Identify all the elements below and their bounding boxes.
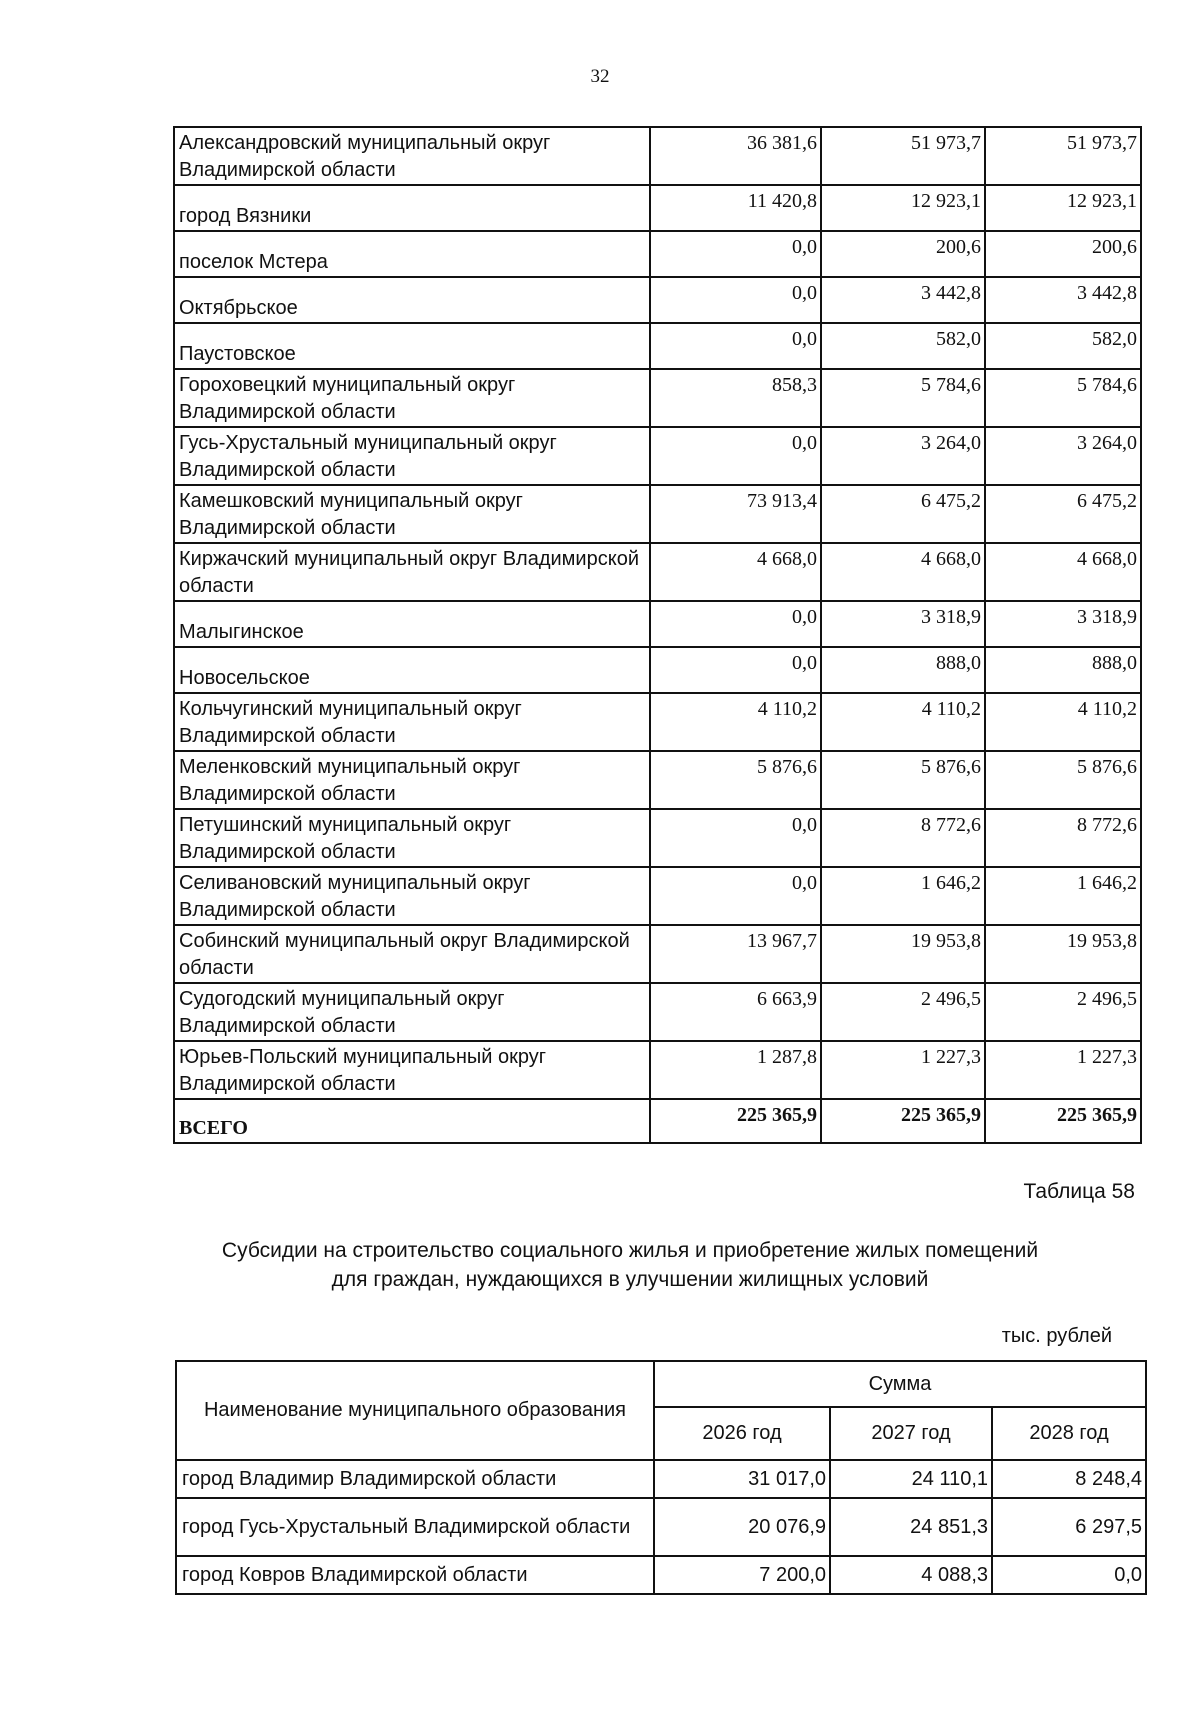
value-2026: 0,0 [650,231,821,277]
municipality-name: Малыгинское [174,601,650,647]
value-2027: 12 923,1 [821,185,985,231]
value-2028: 51 973,7 [985,127,1141,185]
table-title [160,1236,1100,1294]
value-2027: 2 496,5 [821,983,985,1041]
municipality-name: Октябрьское [174,277,650,323]
municipality-name: поселок Мстера [174,231,650,277]
value-2028: 8 772,6 [985,809,1141,867]
value-2028: 5 876,6 [985,751,1141,809]
value-2027: 19 953,8 [821,925,985,983]
value-2026: 225 365,9 [650,1099,821,1143]
value-2027: 200,6 [821,231,985,277]
value-2028: 3 318,9 [985,601,1141,647]
table-row [174,543,1141,601]
municipality-name: ВСЕГО [174,1099,650,1143]
municipality-name: город Владимир Владимирской области [176,1460,654,1498]
value-2027: 51 973,7 [821,127,985,185]
value-2028: 1 227,3 [985,1041,1141,1099]
value-2026: 5 876,6 [650,751,821,809]
value-2026: 0,0 [650,809,821,867]
municipality-name: Собинский муниципальный округ Владимирской области [174,925,650,983]
value-2026: 0,0 [650,601,821,647]
column-header-2027: 2027 год [830,1407,992,1460]
table-row [174,867,1141,925]
table-row [176,1460,1146,1498]
page-number: 32 [590,66,610,87]
value-2028: 5 784,6 [985,369,1141,427]
value-2026: 31 017,0 [654,1460,830,1498]
municipality-name: Петушинский муниципальный округ Владимирской области [174,809,650,867]
column-header-name: Наименование муниципального образования [176,1361,654,1460]
value-2028: 2 496,5 [985,983,1141,1041]
column-header-2026: 2026 год [654,1407,830,1460]
value-2028: 19 953,8 [985,925,1141,983]
municipality-name: Юрьев-Польский муниципальный округ Владимирской области [174,1041,650,1099]
table-row [174,809,1141,867]
municipality-name: Гороховецкий муниципальный округ Владимирской области [174,369,650,427]
value-2026: 858,3 [650,369,821,427]
municipality-name: город Ковров Владимирской области [176,1556,654,1594]
table-title-line-1: Субсидии на строительство социального жилья и приобретение жилых помещений [221,1239,1039,1262]
value-2026: 73 913,4 [650,485,821,543]
value-2026: 0,0 [650,323,821,369]
table-title-line-2: для граждан, нуждающихся в улучшении жилищных условий [331,1268,929,1291]
value-2028: 200,6 [985,231,1141,277]
municipality-name: Киржачский муниципальный округ Владимирской области [174,543,650,601]
municipality-name: Камешковский муниципальный округ Владимирской области [174,485,650,543]
value-2028: 6 297,5 [992,1498,1146,1556]
value-2027: 1 646,2 [821,867,985,925]
value-2027: 3 442,8 [821,277,985,323]
column-header-sum: Сумма [654,1361,1146,1407]
value-2028: 225 365,9 [985,1099,1141,1143]
table-row [174,185,1141,231]
table-row [174,127,1141,185]
header-row [176,1361,1146,1407]
value-2027: 24 851,3 [830,1498,992,1556]
value-2026: 0,0 [650,427,821,485]
table-row [174,647,1141,693]
value-2026: 0,0 [650,867,821,925]
table-row [174,925,1141,983]
value-2028: 888,0 [985,647,1141,693]
value-2028: 12 923,1 [985,185,1141,231]
municipality-name: Кольчугинский муниципальный округ Владимирской области [174,693,650,751]
value-2026: 4 110,2 [650,693,821,751]
municipality-name: Александровский муниципальный округ Владимирской области [174,127,650,185]
value-2027: 1 227,3 [821,1041,985,1099]
table-caption: Таблица 58 [1023,1180,1135,1203]
total-row [174,1099,1141,1143]
table-row [176,1498,1146,1556]
value-2026: 13 967,7 [650,925,821,983]
value-2028: 8 248,4 [992,1460,1146,1498]
units-label: тыс. рублей [1001,1325,1112,1347]
table-row [174,1041,1141,1099]
value-2028: 1 646,2 [985,867,1141,925]
municipality-name: Селивановский муниципальный округ Владимирской области [174,867,650,925]
social-housing-subsidy-table [175,1360,1147,1595]
value-2028: 4 668,0 [985,543,1141,601]
value-2027: 3 318,9 [821,601,985,647]
table-row [174,751,1141,809]
municipality-name: Меленковский муниципальный округ Владимирской области [174,751,650,809]
value-2027: 8 772,6 [821,809,985,867]
table-row [174,601,1141,647]
value-2026: 11 420,8 [650,185,821,231]
value-2026: 36 381,6 [650,127,821,185]
value-2026: 7 200,0 [654,1556,830,1594]
municipality-name: город Вязники [174,185,650,231]
value-2027: 6 475,2 [821,485,985,543]
value-2027: 5 876,6 [821,751,985,809]
value-2027: 4 088,3 [830,1556,992,1594]
value-2027: 4 110,2 [821,693,985,751]
social-housing-table-body [176,1361,1146,1594]
table-row [176,1556,1146,1594]
value-2027: 5 784,6 [821,369,985,427]
column-header-2028: 2028 год [992,1407,1146,1460]
table-row [174,485,1141,543]
table-row [174,427,1141,485]
table-row [174,323,1141,369]
value-2028: 3 264,0 [985,427,1141,485]
value-2026: 0,0 [650,277,821,323]
municipality-name: Новосельское [174,647,650,693]
value-2027: 24 110,1 [830,1460,992,1498]
value-2027: 582,0 [821,323,985,369]
municipality-name: город Гусь-Хрустальный Владимирской области [176,1498,654,1556]
value-2026: 6 663,9 [650,983,821,1041]
municipality-name: Гусь-Хрустальный муниципальный округ Владимирской области [174,427,650,485]
value-2027: 4 668,0 [821,543,985,601]
table-row [174,983,1141,1041]
value-2026: 4 668,0 [650,543,821,601]
municipality-name: Паустовское [174,323,650,369]
value-2028: 3 442,8 [985,277,1141,323]
table-row [174,231,1141,277]
table-row [174,369,1141,427]
value-2028: 582,0 [985,323,1141,369]
value-2027: 888,0 [821,647,985,693]
municipality-name: Судогодский муниципальный округ Владимирской области [174,983,650,1041]
value-2028: 0,0 [992,1556,1146,1594]
value-2028: 4 110,2 [985,693,1141,751]
value-2027: 225 365,9 [821,1099,985,1143]
subsidy-table-continued [173,126,1142,1144]
table-row [174,693,1141,751]
table-row [174,277,1141,323]
value-2027: 3 264,0 [821,427,985,485]
subsidy-table-body [174,127,1141,1143]
value-2026: 20 076,9 [654,1498,830,1556]
value-2026: 1 287,8 [650,1041,821,1099]
value-2026: 0,0 [650,647,821,693]
value-2028: 6 475,2 [985,485,1141,543]
